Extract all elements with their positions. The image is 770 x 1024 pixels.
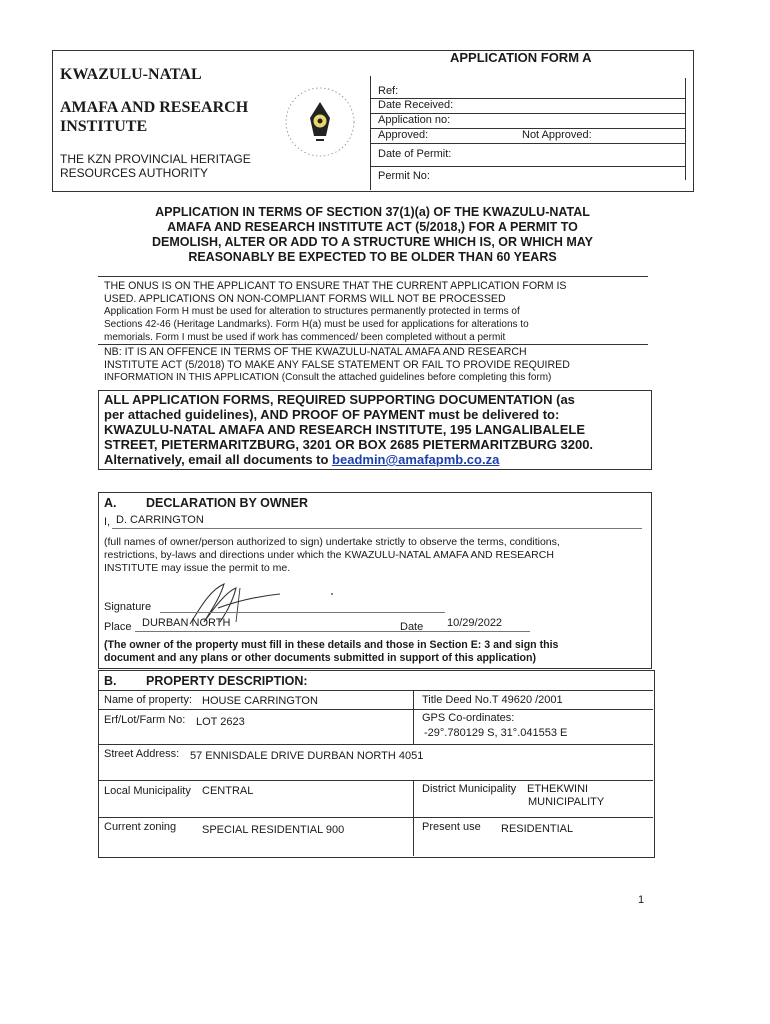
section-a-note-line1: (The owner of the property must fill in these details and those in Section E: 3 and sign this bbox=[104, 639, 559, 651]
title-deed-value[interactable]: T 49620 /2001 bbox=[491, 694, 563, 706]
erf-label: Erf/Lot/Farm No: bbox=[104, 714, 186, 726]
place-rule bbox=[135, 631, 445, 632]
notice-line5: memorials. Form I must be used if work has commenced/ been completed without a permit bbox=[104, 332, 506, 343]
section-b-row-rule bbox=[98, 780, 653, 781]
street-address-value[interactable]: 57 ENNISDALE DRIVE DURBAN NORTH 4051 bbox=[190, 750, 424, 762]
owner-i-label: I, bbox=[104, 516, 111, 528]
header-divider bbox=[370, 76, 371, 190]
district-municipality-value2[interactable]: MUNICIPALITY bbox=[528, 796, 605, 808]
street-address-label: Street Address: bbox=[104, 748, 180, 760]
erf-value[interactable]: LOT 2623 bbox=[196, 716, 245, 728]
gps-label: GPS Co-ordinates: bbox=[422, 712, 515, 724]
field-rule bbox=[370, 166, 685, 167]
section-b-col-rule bbox=[413, 780, 414, 856]
notice-line2: USED. APPLICATIONS ON NON-COMPLIANT FORMS WILL NOT BE PROCESSED bbox=[104, 293, 506, 305]
place-label: Place bbox=[104, 621, 132, 633]
present-use-value[interactable]: RESIDENTIAL bbox=[501, 823, 574, 835]
current-zoning-value[interactable]: SPECIAL RESIDENTIAL 900 bbox=[202, 824, 345, 836]
title-line2: AMAFA AND RESEARCH INSTITUTE ACT (5/2018,) FOR A PERMIT TO bbox=[167, 220, 578, 234]
section-a-note-line2: document and any plans or other documents submitted in support of this application) bbox=[104, 652, 537, 664]
section-b-letter: B. bbox=[104, 674, 117, 688]
date-rule bbox=[430, 631, 530, 632]
date-label: Date bbox=[400, 621, 424, 633]
submission-line3: KWAZULU-NATAL AMAFA AND RESEARCH INSTITUTE, 195 LANGALIBALELE bbox=[104, 422, 585, 437]
org-name-line1: KWAZULU-NATAL bbox=[60, 66, 202, 83]
authority-line1: THE KZN PROVINCIAL HERITAGE bbox=[60, 152, 251, 166]
section-a-letter: A. bbox=[104, 496, 117, 510]
title-line1: APPLICATION IN TERMS OF SECTION 37(1)(a) OF THE KWAZULU-NATAL bbox=[155, 205, 590, 219]
date-received-label: Date Received: bbox=[378, 99, 454, 111]
submission-line1: ALL APPLICATION FORMS, REQUIRED SUPPORTING DOCUMENTATION (as bbox=[104, 392, 575, 407]
org-name-line3: INSTITUTE bbox=[60, 118, 148, 135]
field-box-right bbox=[685, 78, 686, 180]
title-deed-label-text: Title Deed No. bbox=[422, 694, 492, 706]
section-b-col-rule bbox=[413, 690, 414, 744]
title-line4: REASONABLY BE EXPECTED TO BE OLDER THAN 60 YEARS bbox=[188, 250, 557, 264]
submission-line5 bbox=[104, 452, 499, 467]
approved-label: Approved: bbox=[378, 129, 429, 141]
nb-line2: INSTITUTE ACT (5/2018) TO MAKE ANY FALSE STATEMENT OR FAIL TO PROVIDE REQUIRED bbox=[104, 359, 570, 371]
org-name-line2: AMAFA AND RESEARCH bbox=[60, 99, 249, 116]
section-a-heading: DECLARATION BY OWNER bbox=[146, 496, 309, 510]
gps-value[interactable]: -29°.780129 S, 31°.041553 E bbox=[424, 727, 568, 739]
section-b-row-rule bbox=[98, 709, 653, 710]
page-number: 1 bbox=[638, 894, 645, 906]
permit-no-label: Permit No: bbox=[378, 170, 430, 182]
amafa-seal-logo bbox=[282, 84, 358, 160]
signature-label: Signature bbox=[104, 601, 152, 613]
place-value[interactable]: DURBAN NORTH bbox=[142, 617, 231, 629]
section-b-row-rule bbox=[98, 817, 653, 818]
declaration-line3: INSTITUTE may issue the permit to me. bbox=[104, 562, 291, 574]
owner-name-value[interactable]: D. CARRINGTON bbox=[116, 514, 204, 526]
section-b-row-rule bbox=[98, 690, 653, 691]
notice-mid-rule bbox=[98, 344, 648, 345]
current-zoning-label: Current zoning bbox=[104, 821, 177, 833]
nb-line3: INFORMATION IN THIS APPLICATION (Consult the attached guidelines before completing this form) bbox=[104, 372, 552, 383]
section-b-row-rule bbox=[98, 744, 653, 745]
application-no-label: Application no: bbox=[378, 114, 451, 126]
field-rule bbox=[370, 143, 685, 144]
notice-line4: Sections 42-46 (Heritage Landmarks). Form H(a) must be used for applications for alterations to bbox=[104, 319, 529, 330]
nb-line1: NB: IT IS AN OFFENCE IN TERMS OF THE KWAZULU-NATAL AMAFA AND RESEARCH bbox=[104, 346, 527, 358]
notice-top-rule bbox=[98, 276, 648, 277]
declaration-line2: restrictions, by-laws and directions under which the KWAZULU-NATAL AMAFA AND RESEARCH bbox=[104, 549, 554, 561]
owner-name-rule bbox=[112, 528, 642, 529]
local-municipality-label: Local Municipality bbox=[104, 785, 191, 797]
authority-line2: RESOURCES AUTHORITY bbox=[60, 166, 209, 180]
local-municipality-value[interactable]: CENTRAL bbox=[202, 785, 254, 797]
email-link[interactable]: beadmin@amafapmb.co.za bbox=[332, 452, 500, 467]
declaration-line1: (full names of owner/person authorized to sign) undertake strictly to observe the terms, conditions, bbox=[104, 536, 560, 548]
title-deed-label bbox=[422, 694, 563, 706]
property-name-value[interactable]: HOUSE CARRINGTON bbox=[202, 695, 318, 707]
submission-line4: STREET, PIETERMARITZBURG, 3201 OR BOX 2685 PIETERMARITZBURG 3200. bbox=[104, 437, 594, 452]
ref-label: Ref: bbox=[378, 85, 399, 97]
notice-line3: Application Form H must be used for alteration to structures permanently protected in terms of bbox=[104, 306, 520, 317]
district-municipality-label: District Municipality bbox=[422, 783, 517, 795]
district-municipality-value1[interactable]: ETHEKWINI bbox=[527, 783, 589, 795]
notice-line1: THE ONUS IS ON THE APPLICANT TO ENSURE THAT THE CURRENT APPLICATION FORM IS bbox=[104, 280, 567, 292]
date-of-permit-label: Date of Permit: bbox=[378, 148, 452, 160]
present-use-label: Present use bbox=[422, 821, 481, 833]
section-b-heading: PROPERTY DESCRIPTION: bbox=[146, 674, 308, 688]
submission-line5-prefix: Alternatively, email all documents to bbox=[104, 452, 333, 467]
not-approved-label: Not Approved: bbox=[522, 129, 592, 141]
submission-line2: per attached guidelines), AND PROOF OF PAYMENT must be delivered to: bbox=[104, 407, 560, 422]
form-title: APPLICATION FORM A bbox=[450, 50, 592, 65]
signature-rule bbox=[160, 612, 445, 613]
property-name-label: Name of property: bbox=[104, 694, 193, 706]
date-value[interactable]: 10/29/2022 bbox=[447, 617, 503, 629]
title-line3: DEMOLISH, ALTER OR ADD TO A STRUCTURE WHICH IS, OR WHICH MAY bbox=[152, 235, 593, 249]
